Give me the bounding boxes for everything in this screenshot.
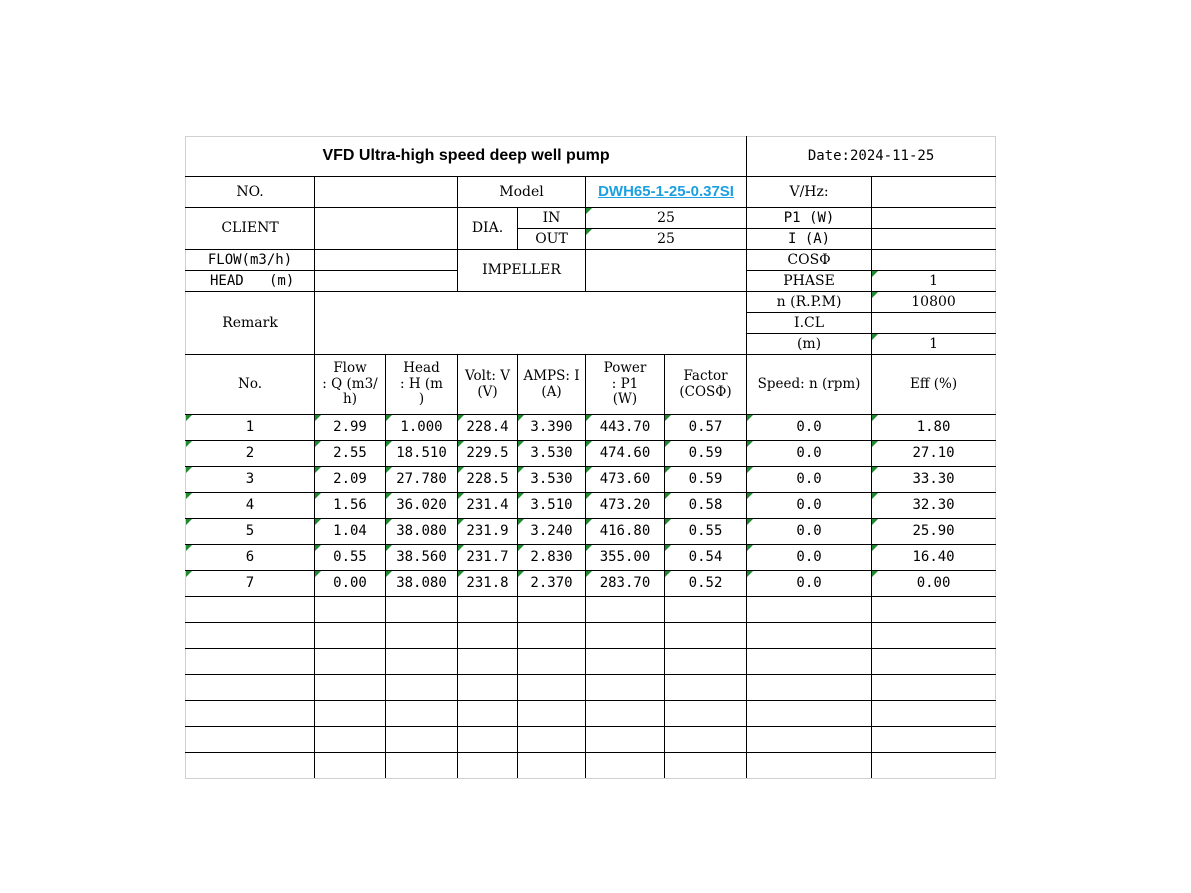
cell-eff[interactable]: 1.80 [872,415,996,441]
cell-head[interactable]: 38.080 [386,571,458,597]
empty-cell-volt[interactable] [458,753,518,779]
cell-speed[interactable]: 0.0 [747,493,872,519]
empty-row [186,597,996,623]
cell-speed[interactable]: 0.0 [747,441,872,467]
empty-row [186,727,996,753]
cell-speed[interactable]: 0.0 [747,467,872,493]
table-row [186,467,996,493]
empty-row [186,649,996,675]
cell-eff[interactable]: 27.10 [872,441,996,467]
cell-amps[interactable]: 3.530 [518,441,586,467]
empty-row [186,701,996,727]
col-factor: Factor (COSΦ) [665,355,747,415]
cell-speed[interactable]: 0.0 [747,415,872,441]
cell-flow[interactable]: 0.55 [315,545,386,571]
empty-cell-speed[interactable] [747,753,872,779]
cell-no[interactable]: 4 [186,493,315,519]
cell-power[interactable]: 283.70 [586,571,665,597]
cell-head[interactable]: 36.020 [386,493,458,519]
cell-power[interactable]: 416.80 [586,519,665,545]
empty-cell-factor[interactable] [665,675,747,701]
empty-cell-no[interactable] [186,597,315,623]
cell-volt[interactable]: 229.5 [458,441,518,467]
no-label: NO. [186,177,315,208]
cell-flow[interactable]: 1.56 [315,493,386,519]
empty-cell-head[interactable] [386,623,458,649]
empty-row [186,753,996,779]
icl-value[interactable] [872,313,996,334]
cell-eff[interactable]: 33.30 [872,467,996,493]
cell-speed[interactable]: 0.0 [747,571,872,597]
empty-cell-speed[interactable] [747,623,872,649]
empty-cell-power[interactable] [586,675,665,701]
dia-out-value[interactable]: 25 [586,229,747,250]
empty-cell-head[interactable] [386,597,458,623]
empty-cell-factor[interactable] [665,753,747,779]
empty-cell-volt[interactable] [458,649,518,675]
remark-label: Remark [186,292,315,355]
col-speed: Speed: n (rpm) [747,355,872,415]
dia-out-label: OUT [518,229,586,250]
col-amps: AMPS: I (A) [518,355,586,415]
current-label: I (A) [747,229,872,250]
current-value[interactable] [872,229,996,250]
table-row [186,441,996,467]
empty-cell-eff[interactable] [872,597,996,623]
cell-factor[interactable]: 0.59 [665,467,747,493]
empty-cell-amps[interactable] [518,623,586,649]
empty-cell-head[interactable] [386,727,458,753]
date-label: Date:2024-11-25 [747,137,996,177]
empty-cell-no[interactable] [186,675,315,701]
table-row [186,415,996,441]
empty-cell-speed[interactable] [747,701,872,727]
dia-in-value[interactable]: 25 [586,208,747,229]
cell-volt[interactable]: 228.4 [458,415,518,441]
empty-cell-no[interactable] [186,623,315,649]
empty-cell-no[interactable] [186,753,315,779]
vhz-value[interactable] [872,177,996,208]
empty-cell-power[interactable] [586,727,665,753]
cell-factor[interactable]: 0.55 [665,519,747,545]
cell-head[interactable]: 38.080 [386,519,458,545]
empty-cell-flow[interactable] [315,753,386,779]
empty-cell-eff[interactable] [872,753,996,779]
cell-factor[interactable]: 0.52 [665,571,747,597]
cell-flow[interactable]: 0.00 [315,571,386,597]
phase-label: PHASE [747,271,872,292]
empty-cell-volt[interactable] [458,675,518,701]
empty-cell-power[interactable] [586,597,665,623]
col-eff: Eff (%) [872,355,996,415]
empty-cell-volt[interactable] [458,597,518,623]
cell-no[interactable]: 6 [186,545,315,571]
icl-label: I.CL [747,313,872,334]
empty-cell-no[interactable] [186,649,315,675]
empty-cell-power[interactable] [586,623,665,649]
empty-cell-amps[interactable] [518,727,586,753]
table-row [186,519,996,545]
empty-cell-volt[interactable] [458,727,518,753]
empty-cell-eff[interactable] [872,649,996,675]
table-row [186,493,996,519]
empty-cell-flow[interactable] [315,649,386,675]
empty-cell-head[interactable] [386,649,458,675]
cell-volt[interactable]: 231.8 [458,571,518,597]
cell-eff[interactable]: 0.00 [872,571,996,597]
empty-cell-eff[interactable] [872,701,996,727]
cell-flow[interactable]: 2.55 [315,441,386,467]
dia-in-label: IN [518,208,586,229]
col-flow: Flow : Q (m3/ h) [315,355,386,415]
m-label: (m) [747,334,872,355]
empty-cell-amps[interactable] [518,649,586,675]
empty-row [186,623,996,649]
empty-cell-eff[interactable] [872,727,996,753]
cell-eff[interactable]: 32.30 [872,493,996,519]
cos-value[interactable] [872,250,996,271]
cell-factor[interactable]: 0.54 [665,545,747,571]
cell-power[interactable]: 474.60 [586,441,665,467]
head-value[interactable] [315,271,458,292]
empty-cell-power[interactable] [586,649,665,675]
vhz-label: V/Hz: [747,177,872,208]
client-label: CLIENT [186,208,315,250]
cell-amps[interactable]: 3.510 [518,493,586,519]
cell-flow[interactable]: 1.04 [315,519,386,545]
flow-value[interactable] [315,250,458,271]
cell-head[interactable]: 1.000 [386,415,458,441]
p1-label: P1 (W) [747,208,872,229]
empty-cell-power[interactable] [586,701,665,727]
empty-cell-head[interactable] [386,753,458,779]
cell-eff[interactable]: 16.40 [872,545,996,571]
cell-power[interactable]: 355.00 [586,545,665,571]
empty-cell-speed[interactable] [747,649,872,675]
cell-amps[interactable]: 2.830 [518,545,586,571]
m-value[interactable]: 1 [872,334,996,355]
cell-amps[interactable]: 2.370 [518,571,586,597]
empty-cell-no[interactable] [186,727,315,753]
empty-cell-factor[interactable] [665,597,747,623]
cell-head[interactable]: 38.560 [386,545,458,571]
cell-volt[interactable]: 228.5 [458,467,518,493]
head-label: HEAD (m) [186,271,315,292]
cell-factor[interactable]: 0.58 [665,493,747,519]
empty-cell-speed[interactable] [747,675,872,701]
empty-cell-amps[interactable] [518,597,586,623]
empty-cell-speed[interactable] [747,727,872,753]
cell-factor[interactable]: 0.57 [665,415,747,441]
empty-cell-amps[interactable] [518,753,586,779]
col-power: Power : P1 (W) [586,355,665,415]
impeller-value[interactable] [586,250,747,292]
sheet-title: VFD Ultra-high speed deep well pump [186,137,747,177]
cell-amps[interactable]: 3.390 [518,415,586,441]
phase-value[interactable]: 1 [872,271,996,292]
empty-row [186,675,996,701]
cell-head[interactable]: 27.780 [386,467,458,493]
empty-cell-factor[interactable] [665,623,747,649]
cell-power[interactable]: 443.70 [586,415,665,441]
cell-flow[interactable]: 2.09 [315,467,386,493]
empty-cell-amps[interactable] [518,701,586,727]
rpm-label: n (R.P.M) [747,292,872,313]
cell-volt[interactable]: 231.7 [458,545,518,571]
cell-volt[interactable]: 231.4 [458,493,518,519]
cos-label: COSΦ [747,250,872,271]
empty-cell-flow[interactable] [315,597,386,623]
col-head: Head : H (m ) [386,355,458,415]
client-value[interactable] [315,208,458,250]
cell-amps[interactable]: 3.530 [518,467,586,493]
empty-cell-flow[interactable] [315,727,386,753]
cell-speed[interactable]: 0.0 [747,519,872,545]
model-label: Model [458,177,586,208]
cell-no[interactable]: 1 [186,415,315,441]
p1-value[interactable] [872,208,996,229]
pump-test-sheet [185,136,996,779]
cell-factor[interactable]: 0.59 [665,441,747,467]
empty-cell-flow[interactable] [315,675,386,701]
cell-volt[interactable]: 231.9 [458,519,518,545]
empty-cell-eff[interactable] [872,623,996,649]
cell-power[interactable]: 473.60 [586,467,665,493]
remark-value[interactable] [315,292,747,355]
empty-cell-head[interactable] [386,675,458,701]
impeller-label: IMPELLER [458,250,586,292]
cell-eff[interactable]: 25.90 [872,519,996,545]
cell-no[interactable]: 2 [186,441,315,467]
empty-cell-speed[interactable] [747,597,872,623]
cell-speed[interactable]: 0.0 [747,545,872,571]
empty-cell-no[interactable] [186,701,315,727]
empty-cell-eff[interactable] [872,675,996,701]
empty-cell-amps[interactable] [518,675,586,701]
empty-cell-volt[interactable] [458,623,518,649]
cell-flow[interactable]: 2.99 [315,415,386,441]
cell-no[interactable]: 7 [186,571,315,597]
empty-cell-factor[interactable] [665,649,747,675]
table-row [186,545,996,571]
cell-no[interactable]: 3 [186,467,315,493]
col-no: No. [186,355,315,415]
empty-cell-flow[interactable] [315,701,386,727]
model-link[interactable] [586,177,747,208]
empty-cell-power[interactable] [586,753,665,779]
empty-cell-factor[interactable] [665,727,747,753]
table-row [186,571,996,597]
dia-label: DIA. [458,208,518,250]
cell-no[interactable]: 5 [186,519,315,545]
rpm-value[interactable]: 10800 [872,292,996,313]
cell-head[interactable]: 18.510 [386,441,458,467]
cell-power[interactable]: 473.20 [586,493,665,519]
empty-cell-flow[interactable] [315,623,386,649]
flow-label: FLOW(m3/h) [186,250,315,271]
model-link-text[interactable]: DWH65-1-25-0.37SI [598,183,734,201]
empty-cell-head[interactable] [386,701,458,727]
empty-cell-volt[interactable] [458,701,518,727]
cell-amps[interactable]: 3.240 [518,519,586,545]
col-volt: Volt: V (V) [458,355,518,415]
empty-cell-factor[interactable] [665,701,747,727]
no-value[interactable] [315,177,458,208]
